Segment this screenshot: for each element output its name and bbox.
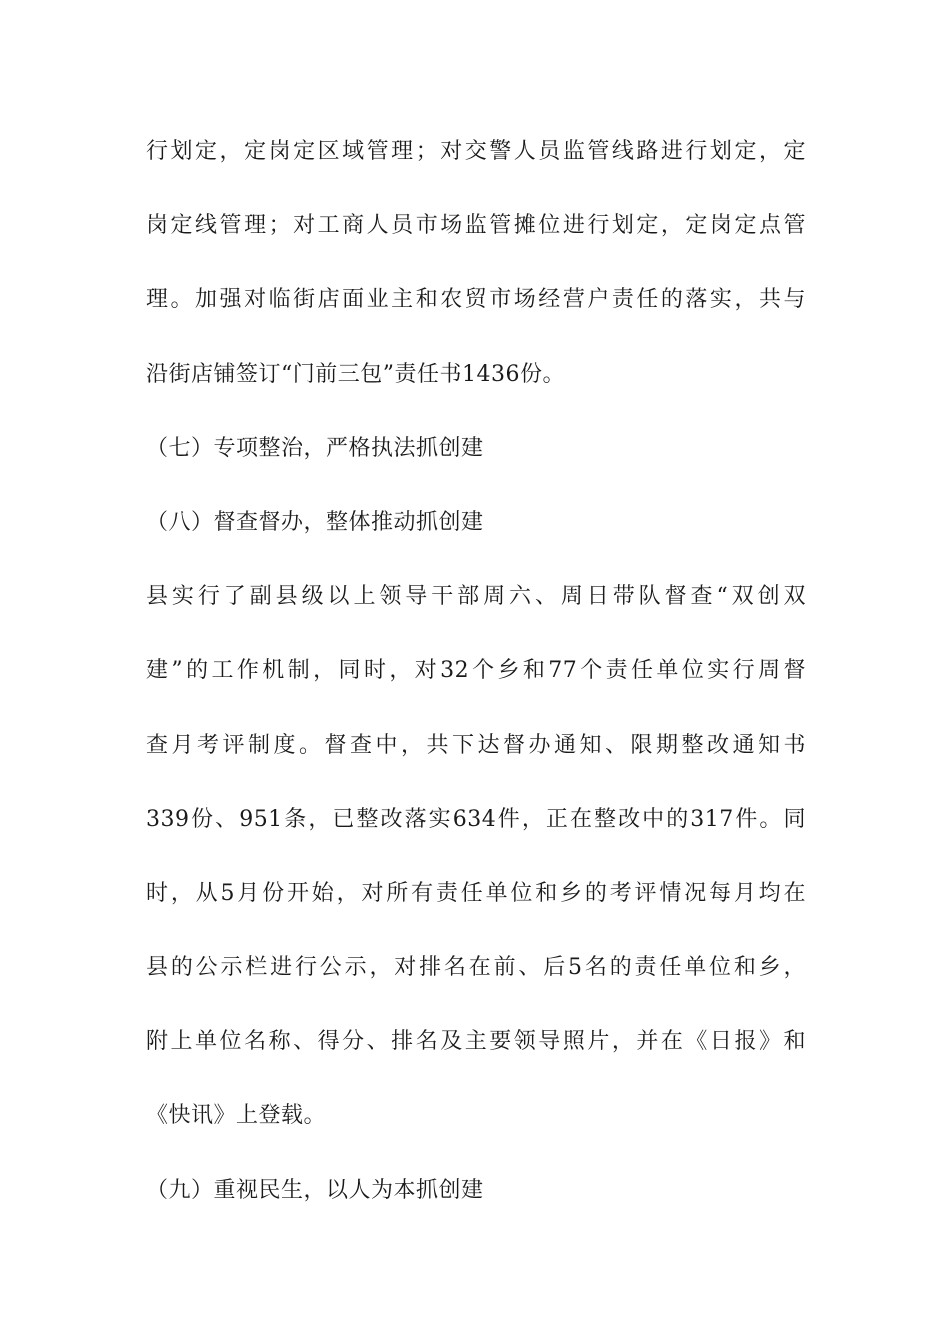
text-line: 县的公示栏进行公示，对排名在前、后5名的责任单位和乡，: [146, 955, 806, 981]
text-line: 附上单位名称、得分、排名及主要领导照片，并在《日报》和: [146, 1029, 806, 1055]
text-line: 《快讯》上登载。: [146, 1103, 327, 1129]
text-line: （九）重视民生，以人为本抓创建: [146, 1177, 484, 1203]
text-line: 建”的工作机制，同时，对32个乡和77个责任单位实行周督: [146, 658, 806, 684]
text-line: 理。加强对临街店面业主和农贸市场经营户责任的落实，共与: [146, 287, 806, 313]
text-line: 行划定，定岗定区域管理；对交警人员监管线路进行划定，定: [146, 139, 806, 164]
text-line: （八）督查督办，整体推动抓创建: [146, 509, 484, 535]
document-body: [146, 128, 806, 1241]
text-line: 时，从5月份开始，对所有责任单位和乡的考评情况每月均在: [146, 880, 806, 906]
text-line: 查月考评制度。督查中，共下达督办通知、限期整改通知书: [146, 732, 806, 758]
text-line: 岗定线管理；对工商人员市场监管摊位进行划定，定岗定点管: [146, 213, 806, 239]
text-line: 沿街店铺签订“门前三包”责任书1436份。: [146, 361, 565, 387]
text-line: 县实行了副县级以上领导干部周六、周日带队督查“双创双: [146, 584, 806, 610]
text-line: （七）专项整治，严格执法抓创建: [146, 435, 484, 461]
text-line: 339份、951条，已整改落实634件，正在整改中的317件。同: [146, 806, 806, 832]
